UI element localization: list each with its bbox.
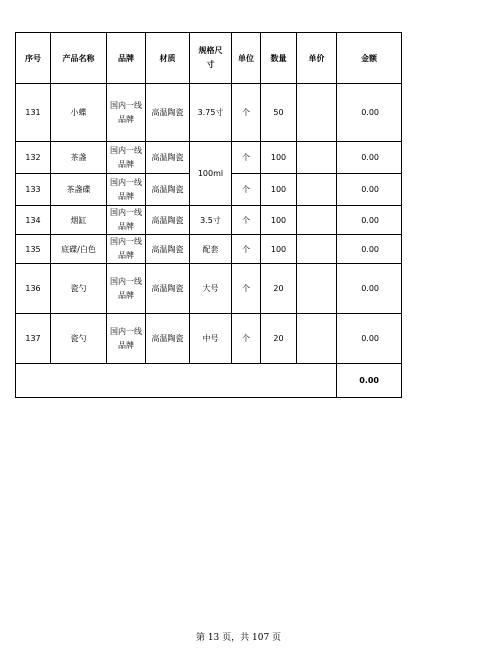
cell-amount: 0.00 [337, 264, 402, 314]
cell-unit: 个 [232, 264, 261, 314]
cell-price [297, 84, 337, 142]
cell-brand [107, 264, 146, 314]
cell-qty: 20 [261, 314, 297, 364]
cell-material: 高温陶瓷 [146, 84, 190, 142]
header-material: 材质 [146, 33, 190, 84]
cell-spec: 配套 [190, 235, 232, 264]
header-product-name: 产品名称 [51, 33, 107, 84]
cell-seq: 135 [16, 235, 51, 264]
cell-spec: 大号 [190, 264, 232, 314]
cell-price [297, 235, 337, 264]
cell-product-name: 小蝶 [51, 84, 107, 142]
cell-amount: 0.00 [337, 174, 402, 206]
cell-amount: 0.00 [337, 206, 402, 235]
cell-product-name: 烟缸 [51, 206, 107, 235]
cell-seq: 132 [16, 142, 51, 174]
header-amount: 金额 [337, 33, 402, 84]
cell-spec: 中号 [190, 314, 232, 364]
cell-brand [107, 142, 146, 174]
cell-material: 高温陶瓷 [146, 264, 190, 314]
table-row [16, 142, 402, 174]
header-spec-label: 规格尺寸 [198, 46, 223, 69]
cell-product-name: 茶盏碟 [51, 174, 107, 206]
header-brand: 品牌 [107, 33, 146, 84]
cell-seq: 137 [16, 314, 51, 364]
cell-price [297, 314, 337, 364]
cell-brand [107, 174, 146, 206]
table-row [16, 235, 402, 264]
cell-qty: 100 [261, 206, 297, 235]
cell-qty: 100 [261, 235, 297, 264]
cell-price [297, 264, 337, 314]
header-spec [190, 33, 232, 84]
cell-material: 高温陶瓷 [146, 235, 190, 264]
cell-material: 高温陶瓷 [146, 314, 190, 364]
header-qty: 数量 [261, 33, 297, 84]
cell-spec: 3.5寸 [190, 206, 232, 235]
product-quote-table [15, 32, 402, 398]
table-row [16, 84, 402, 142]
cell-brand [107, 84, 146, 142]
total-row-blank [16, 364, 337, 398]
cell-seq: 134 [16, 206, 51, 235]
cell-brand-text: 国内一线品牌 [110, 208, 142, 231]
cell-unit: 个 [232, 174, 261, 206]
cell-spec: 100ml [190, 142, 232, 206]
cell-qty: 20 [261, 264, 297, 314]
cell-material: 高温陶瓷 [146, 174, 190, 206]
page-footer: 第 13 页，共 107 页 [195, 633, 282, 643]
cell-brand-text: 国内一线品牌 [110, 177, 142, 201]
cell-unit: 个 [232, 314, 261, 364]
total-row [16, 364, 402, 398]
cell-qty: 100 [261, 142, 297, 174]
cell-price [297, 174, 337, 206]
cell-brand [107, 314, 146, 364]
cell-amount: 0.00 [337, 142, 402, 174]
cell-unit: 个 [232, 142, 261, 174]
cell-brand-text: 国内一线品牌 [110, 145, 142, 169]
cell-unit: 个 [232, 235, 261, 264]
header-unit: 单位 [232, 33, 261, 84]
table-row [16, 206, 402, 235]
cell-amount: 0.00 [337, 235, 402, 264]
table-row [16, 264, 402, 314]
cell-product-name: 底碟/白色 [51, 235, 107, 264]
cell-seq: 131 [16, 84, 51, 142]
cell-qty: 50 [261, 84, 297, 142]
cell-price [297, 142, 337, 174]
cell-unit: 个 [232, 84, 261, 142]
header-price: 单价 [297, 33, 337, 84]
cell-spec: 3.75寸 [190, 84, 232, 142]
cell-product-name: 瓷勺 [51, 264, 107, 314]
cell-seq: 133 [16, 174, 51, 206]
cell-qty: 100 [261, 174, 297, 206]
cell-product-name: 瓷勺 [51, 314, 107, 364]
cell-material: 高温陶瓷 [146, 142, 190, 174]
cell-unit: 个 [232, 206, 261, 235]
table-header-row [16, 33, 402, 84]
cell-brand [107, 206, 146, 235]
cell-brand [107, 235, 146, 264]
cell-amount: 0.00 [337, 314, 402, 364]
cell-amount: 0.00 [337, 84, 402, 142]
cell-material: 高温陶瓷 [146, 206, 190, 235]
total-amount: 0.00 [337, 364, 402, 398]
cell-product-name: 茶盏 [51, 142, 107, 174]
cell-brand-text: 国内一线品牌 [110, 276, 142, 300]
cell-seq: 136 [16, 264, 51, 314]
cell-brand-text: 国内一线品牌 [110, 237, 142, 260]
header-seq: 序号 [16, 33, 51, 84]
cell-brand-text: 国内一线品牌 [110, 100, 142, 124]
cell-brand-text: 国内一线品牌 [110, 326, 142, 350]
table-row [16, 314, 402, 364]
cell-price [297, 206, 337, 235]
